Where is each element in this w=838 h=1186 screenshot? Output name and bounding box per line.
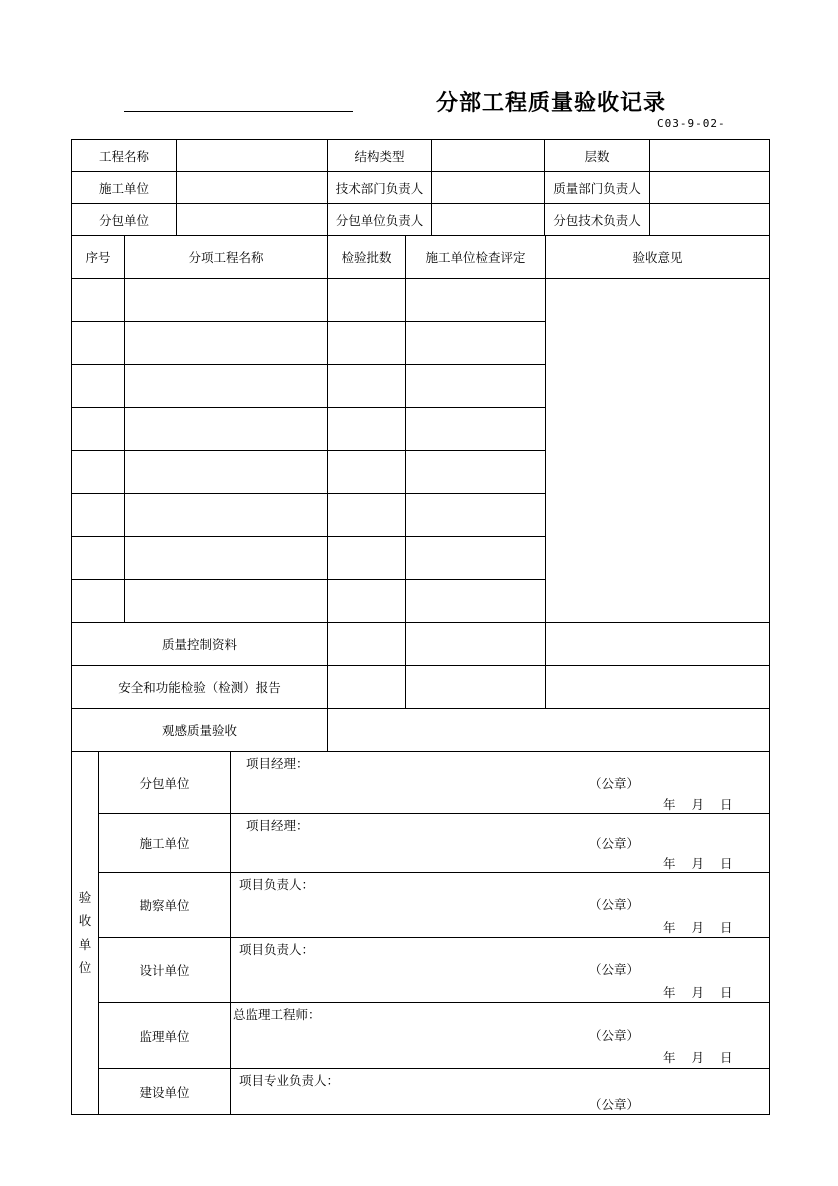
signer-label: 项目负责人：: [239, 877, 315, 892]
signature-cell[interactable]: [231, 873, 770, 938]
signer-label: 项目负责人：: [239, 942, 315, 957]
floors-label: 层数: [545, 140, 650, 172]
acceptance-row-survey: [72, 873, 770, 938]
batch-count-cell[interactable]: [328, 408, 406, 451]
subcontract-unit-field[interactable]: [177, 204, 328, 236]
subcontract-unit-head-field[interactable]: [432, 204, 545, 236]
unit-name: 施工单位: [99, 814, 231, 873]
seq-cell[interactable]: [72, 451, 125, 494]
sub-item-name-cell[interactable]: [125, 279, 328, 322]
opinion-cell[interactable]: [546, 279, 770, 623]
acceptance-units-table: [71, 751, 770, 1115]
unit-name: 建设单位: [99, 1069, 231, 1115]
sub-item-name-cell[interactable]: [125, 494, 328, 537]
project-name-field[interactable]: [177, 140, 328, 172]
date-label: 年 月 日: [663, 856, 733, 871]
safety-function-report-row: [72, 666, 770, 709]
unit-name: 分包单位: [99, 752, 231, 814]
sub-item-name-cell[interactable]: [125, 537, 328, 580]
seq-cell[interactable]: [72, 365, 125, 408]
unit-check-cell[interactable]: [406, 365, 546, 408]
official-seal-label: （公章）: [589, 897, 640, 912]
acceptance-row-owner: [72, 1069, 770, 1115]
structure-type-label: 结构类型: [328, 140, 432, 172]
group-label-char: 单: [78, 936, 92, 952]
col-opinion-header: 验收意见: [546, 236, 770, 279]
batch-count-cell[interactable]: [328, 537, 406, 580]
title-blank-line: [124, 111, 353, 112]
unit-check-cell[interactable]: [406, 279, 546, 322]
sub-item-name-cell[interactable]: [125, 365, 328, 408]
batch-count-cell[interactable]: [328, 580, 406, 623]
appearance-quality-label: 观感质量验收: [72, 709, 328, 752]
signature-cell[interactable]: [231, 814, 770, 873]
quality-control-docs-label: 质量控制资料: [72, 623, 328, 666]
batch-count-cell[interactable]: [328, 451, 406, 494]
acceptance-row-construction: [72, 814, 770, 873]
date-label: 年 月 日: [663, 797, 733, 812]
group-label-char: 收: [78, 913, 92, 928]
seq-cell[interactable]: [72, 408, 125, 451]
safety-function-report-opinion[interactable]: [546, 666, 770, 709]
sub-item-name-cell[interactable]: [125, 580, 328, 623]
unit-name: 监理单位: [99, 1003, 231, 1069]
official-seal-label: （公章）: [589, 776, 640, 791]
official-seal-label: （公章）: [589, 836, 640, 851]
quality-control-docs-check[interactable]: [406, 623, 546, 666]
acceptance-row-design: [72, 938, 770, 1003]
batch-count-cell[interactable]: [328, 494, 406, 537]
signer-label: 项目经理：: [246, 756, 309, 771]
sub-item-name-cell[interactable]: [125, 408, 328, 451]
quality-dept-head-label: 质量部门负责人: [545, 172, 650, 204]
floors-field[interactable]: [650, 140, 770, 172]
acceptance-row-subcontract: [72, 752, 770, 814]
seq-cell[interactable]: [72, 322, 125, 365]
signer-label: 项目专业负责人：: [239, 1073, 340, 1088]
col-batch-count-header: 检验批数: [328, 236, 406, 279]
structure-type-field[interactable]: [432, 140, 545, 172]
group-label-char: 验: [78, 889, 92, 905]
construction-unit-field[interactable]: [177, 172, 328, 204]
appearance-quality-field[interactable]: [328, 709, 770, 752]
subcontract-tech-head-label: 分包技术负责人: [545, 204, 650, 236]
tech-dept-head-field[interactable]: [432, 172, 545, 204]
sub-item-table: [71, 235, 770, 752]
seq-cell[interactable]: [72, 279, 125, 322]
signature-cell[interactable]: [231, 752, 770, 814]
official-seal-label: （公章）: [589, 962, 640, 977]
subcontract-unit-head-label: 分包单位负责人: [328, 204, 432, 236]
unit-check-cell[interactable]: [406, 580, 546, 623]
signature-cell[interactable]: [231, 1069, 770, 1115]
project-name-label: 工程名称: [72, 140, 177, 172]
col-seq-header: 序号: [72, 236, 125, 279]
project-info-row-1: [72, 140, 770, 172]
sub-item-name-cell[interactable]: [125, 322, 328, 365]
group-label-char: 位: [78, 960, 92, 975]
sub-item-name-cell[interactable]: [125, 451, 328, 494]
quality-control-docs-row: [72, 623, 770, 666]
date-label: 年 月 日: [663, 1050, 733, 1065]
safety-function-report-label: 安全和功能检验（检测）报告: [72, 666, 328, 709]
official-seal-label: （公章）: [589, 1097, 640, 1112]
safety-function-report-count[interactable]: [328, 666, 406, 709]
acceptance-row-supervision: [72, 1003, 770, 1069]
subcontract-tech-head-field[interactable]: [650, 204, 770, 236]
tech-dept-head-label: 技术部门负责人: [328, 172, 432, 204]
unit-check-cell[interactable]: [406, 537, 546, 580]
project-info-row-2: [72, 172, 770, 204]
batch-count-cell[interactable]: [328, 322, 406, 365]
signer-label: 项目经理：: [246, 818, 309, 833]
seq-cell[interactable]: [72, 494, 125, 537]
unit-check-cell[interactable]: [406, 408, 546, 451]
seq-cell[interactable]: [72, 580, 125, 623]
safety-function-report-check[interactable]: [406, 666, 546, 709]
project-info-row-3: [72, 204, 770, 236]
official-seal-label: （公章）: [589, 1028, 640, 1043]
quality-dept-head-field[interactable]: [650, 172, 770, 204]
signature-cell[interactable]: [231, 938, 770, 1003]
seq-cell[interactable]: [72, 537, 125, 580]
acceptance-units-group-label: [72, 752, 99, 1115]
subcontract-unit-label: 分包单位: [72, 204, 177, 236]
form-code: C03-9-02-: [657, 117, 726, 130]
unit-check-cell[interactable]: [406, 451, 546, 494]
date-label: 年 月 日: [663, 920, 733, 935]
unit-check-cell[interactable]: [406, 494, 546, 537]
batch-count-cell[interactable]: [328, 365, 406, 408]
construction-unit-label: 施工单位: [72, 172, 177, 204]
unit-name: 勘察单位: [99, 873, 231, 938]
signature-cell[interactable]: [231, 1003, 770, 1069]
appearance-quality-row: [72, 709, 770, 752]
batch-count-cell[interactable]: [328, 279, 406, 322]
document-title: 分部工程质量验收记录: [436, 90, 667, 116]
quality-control-docs-opinion[interactable]: [546, 623, 770, 666]
signer-label: 总监理工程师：: [233, 1007, 321, 1022]
quality-control-docs-count[interactable]: [328, 623, 406, 666]
unit-check-cell[interactable]: [406, 322, 546, 365]
date-label: 年 月 日: [663, 985, 733, 1000]
unit-name: 设计单位: [99, 938, 231, 1003]
table-row: [72, 279, 770, 322]
sub-item-header-row: [72, 236, 770, 279]
project-info-table: [71, 139, 770, 236]
col-unit-check-header: 施工单位检查评定: [406, 236, 546, 279]
col-sub-item-name-header: 分项工程名称: [125, 236, 328, 279]
